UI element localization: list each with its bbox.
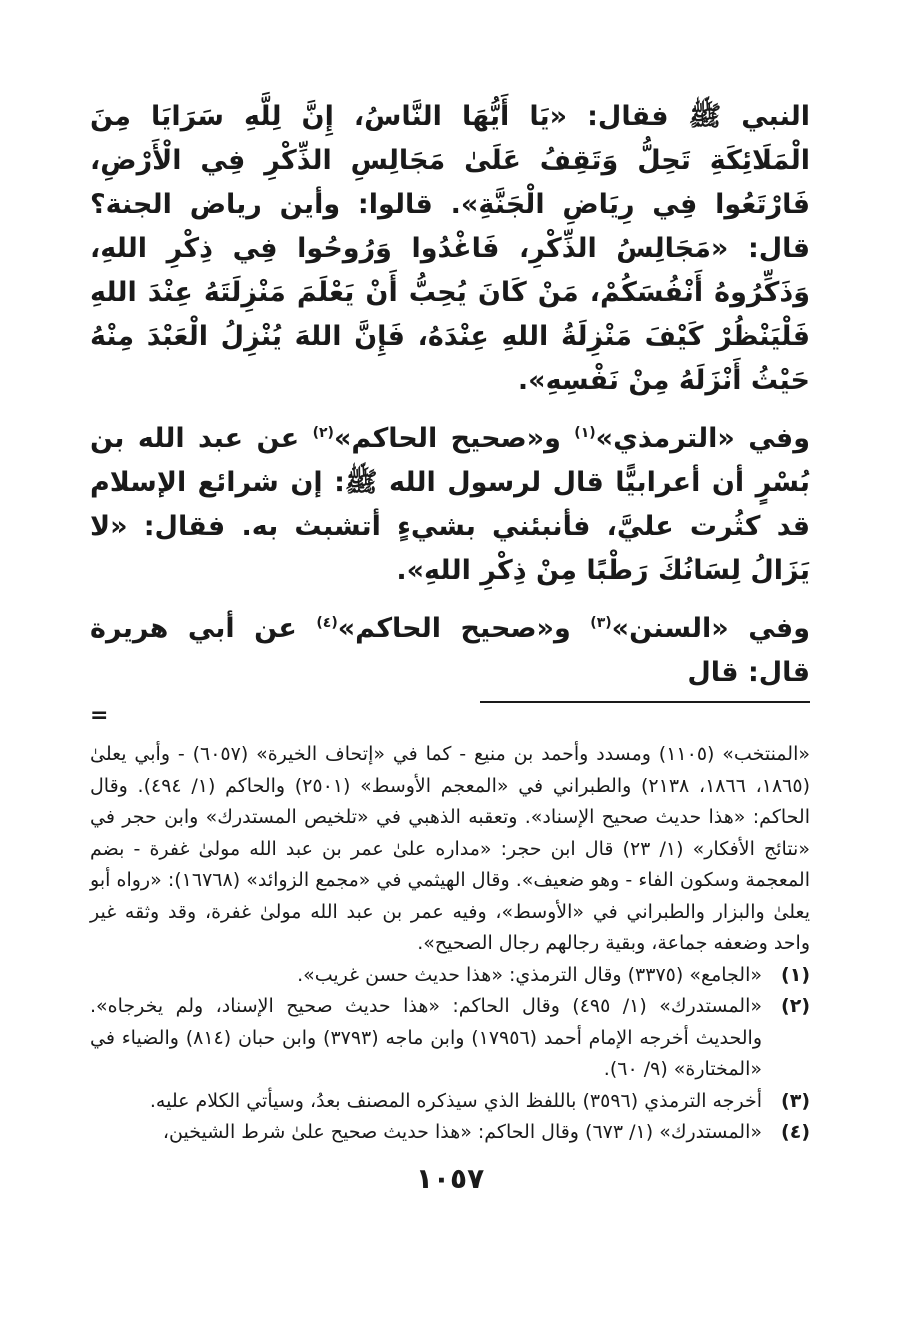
footnote-text: «الجامع» (٣٣٧٥) وقال الترمذي: «هذا حديث حسن غريب». <box>297 963 762 986</box>
footnote-carryover: «المنتخب» (١١٠٥) ومسدد وأحمد بن منيع - كما في «إتحاف الخيرة» (٦٠٥٧) - وأبي يعلىٰ (١٨٦٥، ١٨٦٦، ٢١٣٨) والطبراني في «المعجم الأوسط» (٢٥٠١) والحاكم (١/ ٤٩٤). وقال الحاكم: «هذا حديث صحيح الإسناد». وتعقبه الذهبي في «تلخيص المستدرك» وابن حجر في «نتائج الأفكار» (١/ ٢٣) قال ابن حجر: «مداره علىٰ عمر بن عبد الله مولىٰ غفرة - بضم المعجمة وسكون الفاء - وهو ضعيف». وقال الهيثمي في «مجمع الزوائد» (١٦٧٦٨): «رواه أبو يعلىٰ والبزار والطبراني في «الأوسط»، وفيه عمر بن عبد الله مولىٰ غفرة، وقد وثقه غير واحد وضعفه جماعة، وبقية رجالهم رجال الصحيح». <box>90 743 811 954</box>
page-body <box>90 95 810 1149</box>
footnote-number: (٣) <box>781 1089 810 1112</box>
footnote-marker-1[interactable]: (١) <box>574 425 596 441</box>
page-number: ١٠٥٧ <box>415 1162 485 1195</box>
paragraph-1: النبي ﷺ فقال: «يَا أَيُّهَا النَّاسُ، إِنَّ لِلَّهِ سَرَايَا مِنَ الْمَلَائِكَةِ تَحِلُّ وَتَقِفُ عَلَىٰ مَجَالِسِ الذِّكْرِ فِي الْأَرْضِ، فَارْتَعُوا فِي رِيَاضِ الْجَنَّةِ». قالوا: وأين رياض الجنة؟ قال: «مَجَالِسُ الذِّكْرِ، فَاغْدُوا وَرُوحُوا فِي ذِكْرِ اللهِ، وَذَكِّرُوهُ أَنْفُسَكُمْ، مَنْ كَانَ يُحِبُّ أَنْ يَعْلَمَ مَنْزِلَتَهُ عِنْدَ اللهِ فَلْيَنْظُرْ كَيْفَ مَنْزِلَةُ اللهِ عِنْدَهُ، فَإِنَّ اللهَ يُنْزِلُ الْعَبْدَ مِنْهُ حَيْثُ أَنْزَلَهُ مِنْ نَفْسِهِ». <box>90 101 810 396</box>
continuation-mark: = <box>90 703 109 728</box>
footnote-number: (٤) <box>781 1121 810 1143</box>
footnote-number: (١) <box>781 963 810 986</box>
footnote-marker-2[interactable]: (٢) <box>312 425 334 441</box>
paragraph-3: وفي «السنن»$^{(٣)}$ و«صحيح الحاكم»$^{(٤)}$ عن أبي هريرة قال: قال <box>90 613 811 688</box>
footnote-text: أخرجه الترمذي (٣٥٩٦) باللفظ الذي سيذكره المصنف بعدُ، وسيأتي الكلام عليه. <box>149 1089 762 1112</box>
footnote-text: «المستدرك» (١/ ٤٩٥) وقال الحاكم: «هذا حديث صحيح الإسناد، ولم يخرجاه». والحديث أخرجه الإمام أحمد (١٧٩٥٦) وابن ماجه (٣٧٩٣) وابن حبان (٨١٤) والضياء في «المختارة» (٩/ ٦٠). <box>90 995 762 1080</box>
paragraph-2: وفي «الترمذي»$^{(١)}$ و«صحيح الحاكم»$^{(٢)}$ عن عبد الله بن بُسْرٍ أن أعرابيًّا قال لرسول الله ﷺ: إن شرائع الإسلام قد كثُرت عليَّ، فأنبئني بشيءٍ أتشبث به. فقال: «لا يَزَالُ لِسَانُكَ رَطْبًا مِنْ ذِكْرِ اللهِ». <box>90 423 810 586</box>
footnote-separator <box>480 701 810 703</box>
footnote-text: «المستدرك» (١/ ٦٧٣) وقال الحاكم: «هذا حديث صحيح علىٰ شرط الشيخين، <box>162 1121 762 1143</box>
footnote-marker-4[interactable]: (٤) <box>316 615 338 631</box>
footnote-3 <box>90 1086 810 1118</box>
footnote-2 <box>90 991 810 1086</box>
footnotes <box>90 739 810 1149</box>
footnote-1 <box>90 960 810 992</box>
footnote-4 <box>90 1117 810 1149</box>
footnote-number: (٢) <box>781 995 810 1017</box>
footnote-marker-3[interactable]: (٣) <box>590 615 612 631</box>
main-text <box>90 95 810 695</box>
